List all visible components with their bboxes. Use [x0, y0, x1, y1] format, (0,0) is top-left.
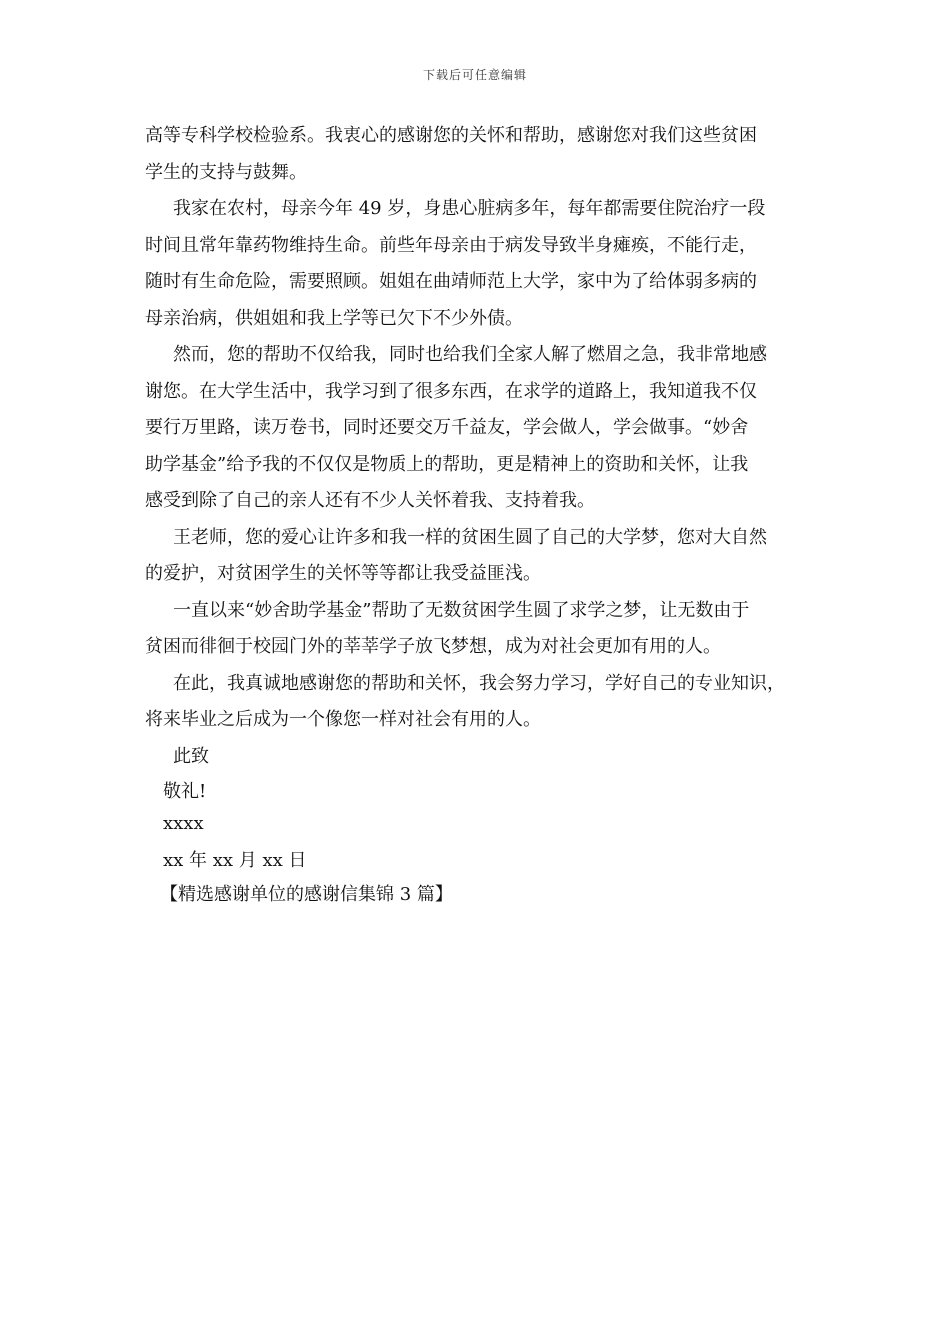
- paragraph-5: [145, 593, 825, 666]
- text-line: 谢您。在大学生活中，我学习到了很多东西，在求学的道路上，我知道我不仅: [145, 380, 757, 402]
- text-line: 高等专科学校检验系。我衷心的感谢您的关怀和帮助，感谢您对我们这些贫困: [145, 125, 757, 146]
- text-line: 学生的支持与鼓舞。: [145, 161, 307, 183]
- paragraph-4: [145, 520, 825, 593]
- page-header: 下载后可任意编辑: [422, 68, 527, 82]
- text-line: 要行万里路，读万卷书，同时还要交万千益友，学会做人，学会做事。“妙舍: [145, 417, 749, 438]
- text-line: 母亲治病，供姐姐和我上学等已欠下不少外债。: [145, 307, 523, 329]
- text-line: 一直以来“妙舍助学基金”帮助了无数贫困学生圆了求学之梦，让无数由于: [173, 599, 750, 621]
- text-line: 助学基金”给予我的不仅仅是物质上的帮助，更是精神上的资助和关怀，让我: [145, 453, 749, 475]
- text-line: 在此，我真诚地感谢您的帮助和关怀，我会努力学习，学好自己的专业知识，: [173, 672, 785, 694]
- paragraph-3: [145, 337, 825, 520]
- text-line: 感受到除了自己的亲人还有不少人关怀着我、支持着我。: [145, 490, 595, 511]
- text-line: 随时有生命危险，需要照顾。姐姐在曲靖师范上大学，家中为了给体弱多病的: [145, 271, 757, 292]
- letter-body: [145, 118, 825, 739]
- paragraph-6: [145, 666, 825, 739]
- text-line: 将来毕业之后成为一个像您一样对社会有用的人。: [145, 709, 541, 730]
- paragraph-2: [145, 191, 825, 337]
- letter-date: xx 年 xx 月 xx 日: [163, 850, 307, 871]
- closing-respect: 敬礼!: [163, 781, 207, 802]
- text-line: 然而，您的帮助不仅给我，同时也给我们全家人解了燃眉之急，我非常地感: [173, 344, 767, 365]
- next-article-title: 【精选感谢单位的感谢信集锦 3 篇】: [160, 884, 453, 905]
- text-line: 王老师，您的爱心让许多和我一样的贫困生圆了自己的大学梦，您对大自然: [173, 526, 767, 548]
- text-line: 我家在农村，母亲今年 49 岁，身患心脏病多年，每年都需要住院治疗一段: [173, 198, 766, 219]
- signature: xxxx: [163, 813, 204, 834]
- text-line: 时间且常年靠药物维持生命。前些年母亲由于病发导致半身瘫痪，不能行走，: [145, 234, 757, 256]
- text-line: 的爱护，对贫困学生的关怀等等都让我受益匪浅。: [145, 563, 541, 584]
- text-line: 贫困而徘徊于校园门外的莘莘学子放飞梦想，成为对社会更加有用的人。: [145, 636, 721, 657]
- paragraph-1: [145, 118, 825, 191]
- closing-salutation: 此致: [173, 746, 209, 767]
